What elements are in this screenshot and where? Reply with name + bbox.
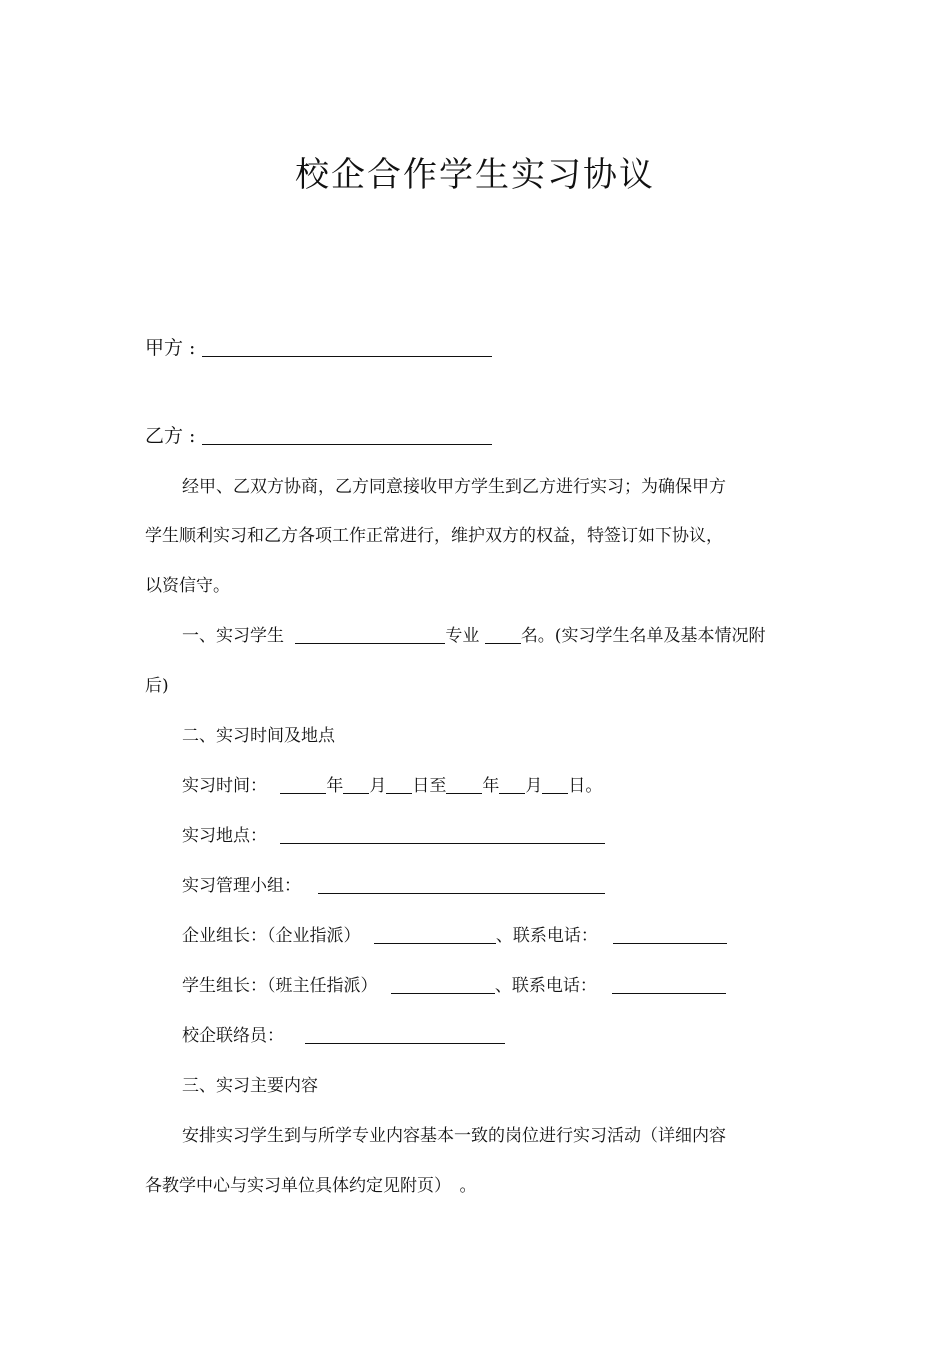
internship-time-line <box>182 774 602 798</box>
liaison-label: 校企联络员： <box>182 1026 284 1046</box>
section1-line <box>182 624 765 648</box>
section3-body-1: 安排实习学生到与所学专业内容基本一致的岗位进行实习活动（详细内容 <box>182 1126 726 1146</box>
start-month-blank <box>343 775 369 794</box>
party-b-label: 乙方 : <box>145 425 196 447</box>
company-phone-label: 、联系电话： <box>495 926 598 946</box>
company-leader-line <box>182 924 727 948</box>
section1-suffix: 名。(实习学生名单及基本情况附 <box>520 626 766 646</box>
month-label: 月 <box>369 776 387 796</box>
place-blank <box>280 825 605 844</box>
section1-mid: 专业 <box>445 626 480 646</box>
day-end-label: 日。 <box>568 776 603 796</box>
management-group-line <box>182 874 605 898</box>
major-blank <box>295 625 445 644</box>
section3-heading: 三、实习主要内容 <box>182 1076 318 1096</box>
year-label-2: 年 <box>482 776 500 796</box>
party-b-line <box>145 424 492 448</box>
section2-heading: 二、实习时间及地点 <box>182 726 335 746</box>
section3-body-2: 各教学中心与实习单位具体约定见附页） 。 <box>145 1176 477 1196</box>
place-label: 实习地点： <box>182 826 267 846</box>
section1-prefix: 一、实习学生 <box>182 626 284 646</box>
group-blank <box>318 875 605 894</box>
party-b-blank <box>202 426 492 445</box>
end-year-blank <box>446 775 482 794</box>
group-label: 实习管理小组： <box>182 876 301 896</box>
student-leader-label: 学生组长：（班主任指派） <box>182 976 378 996</box>
student-phone-blank <box>612 975 726 994</box>
liaison-blank <box>305 1025 505 1044</box>
section1-cont: 后) <box>145 676 169 696</box>
student-leader-line <box>182 974 726 998</box>
student-phone-label: 、联系电话： <box>494 976 597 996</box>
party-a-label: 甲方 : <box>145 337 196 359</box>
party-a-line <box>145 336 492 360</box>
intro-line-1: 经甲、乙双方协商，乙方同意接收甲方学生到乙方进行实习；为确保甲方 <box>182 477 726 497</box>
day-to-label: 日至 <box>412 776 447 796</box>
document-title: 校企合作学生实习协议 <box>295 155 655 195</box>
intro-line-2: 学生顺利实习和乙方各项工作正常进行，维护双方的权益，特签订如下协议， <box>145 526 723 546</box>
student-leader-blank <box>391 975 495 994</box>
company-leader-blank <box>374 925 496 944</box>
intro-line-3: 以资信守。 <box>145 576 230 596</box>
count-blank <box>485 625 521 644</box>
time-label: 实习时间： <box>182 776 267 796</box>
end-day-blank <box>542 775 568 794</box>
start-year-blank <box>280 775 326 794</box>
liaison-line <box>182 1024 505 1048</box>
end-month-blank <box>499 775 525 794</box>
party-a-blank <box>202 338 492 357</box>
company-leader-label: 企业组长：（企业指派） <box>182 926 361 946</box>
start-day-blank <box>386 775 412 794</box>
year-label: 年 <box>326 776 344 796</box>
month-label-2: 月 <box>525 776 543 796</box>
company-phone-blank <box>613 925 727 944</box>
internship-place-line <box>182 824 605 848</box>
